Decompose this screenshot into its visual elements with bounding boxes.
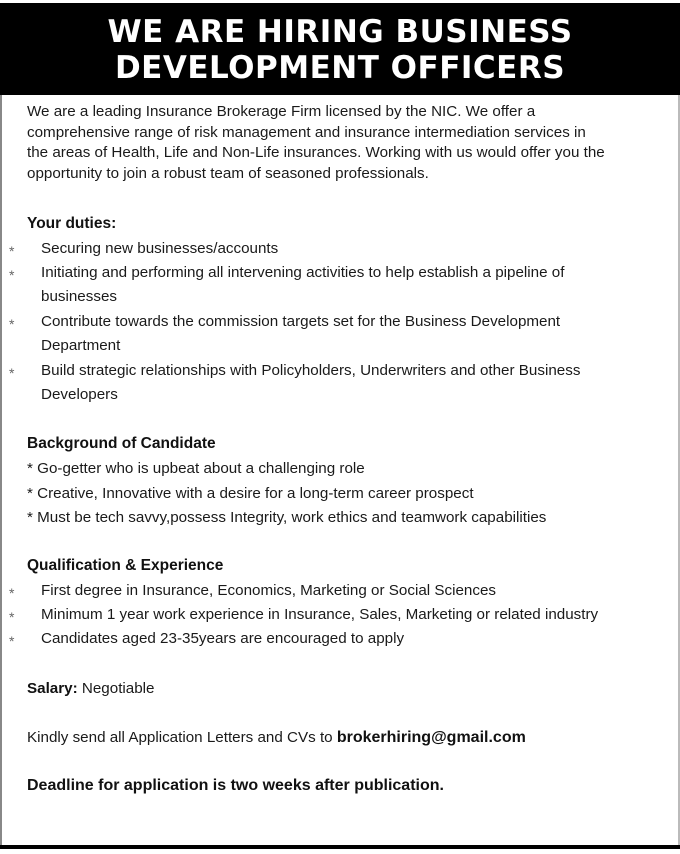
- duty-item: Build strategic relationships with Policyholders, Underwriters and other Business: [41, 362, 581, 379]
- background-item: * Creative, Innovative with a desire for a long-term career prospect: [27, 484, 474, 502]
- bullet-star-icon: *: [9, 633, 15, 649]
- background-heading: Background of Candidate: [27, 435, 216, 452]
- deadline-notice: Deadline for application is two weeks after publication.: [27, 777, 444, 794]
- intro-paragraph: [27, 102, 605, 184]
- intro-line: the areas of Health, Life and Non-Life insurances. Working with us would offer you the: [27, 144, 605, 161]
- duty-item: Contribute towards the commission targets set for the Business Development: [41, 313, 561, 330]
- qualification-item: Candidates aged 23-35years are encouraged to apply: [41, 630, 405, 647]
- banner-title-line-1: WE ARE HIRING BUSINESS: [107, 14, 573, 50]
- bullet-star-icon: *: [9, 365, 15, 381]
- duty-item-continued: businesses: [41, 288, 117, 305]
- intro-line: comprehensive range of risk management and insurance intermediation services in: [27, 123, 586, 141]
- frame-border-left: [0, 95, 2, 847]
- qualification-item: Minimum 1 year work experience in Insurance, Sales, Marketing or related industry: [41, 606, 599, 623]
- bullet-star-icon: *: [9, 609, 15, 625]
- bullet-star-icon: *: [9, 243, 15, 259]
- salary-line: [27, 679, 155, 700]
- qualification-heading: Qualification & Experience: [27, 557, 224, 574]
- duty-item-continued: Developers: [41, 386, 118, 403]
- intro-line: We are a leading Insurance Brokerage Firm licensed by the NIC. We offer a: [27, 103, 536, 120]
- bullet-star-icon: *: [9, 585, 15, 601]
- apply-text: Kindly send all Application Letters and CVs to: [27, 729, 337, 746]
- bullet-star-icon: *: [9, 267, 15, 283]
- bullet-star-icon: *: [9, 316, 15, 332]
- qualification-item: First degree in Insurance, Economics, Marketing or Social Sciences: [41, 582, 496, 599]
- duty-item: Securing new businesses/accounts: [41, 240, 279, 257]
- background-item: * Must be tech savvy,possess Integrity, work ethics and teamwork capabilities: [27, 509, 547, 526]
- apply-instructions: [27, 728, 526, 749]
- duty-item-continued: Department: [41, 337, 121, 354]
- intro-line: opportunity to join a robust team of seasoned professionals.: [27, 164, 429, 182]
- duties-heading: Your duties:: [27, 215, 117, 232]
- email-link[interactable]: brokerhiring@gmail.com: [336, 729, 526, 746]
- bottom-rule: [0, 845, 680, 849]
- salary-value: Negotiable: [77, 680, 155, 697]
- qualification-list: [0, 579, 680, 659]
- background-item: * Go-getter who is upbeat about a challenging role: [27, 460, 365, 477]
- hiring-banner: [0, 3, 680, 95]
- background-list: [27, 457, 546, 531]
- duty-item: Initiating and performing all intervening activities to help establish a pipeline of: [41, 264, 565, 281]
- duties-list: [0, 237, 680, 407]
- banner-title-line-2: DEVELOPMENT OFFICERS: [114, 50, 566, 86]
- salary-label: Salary:: [27, 680, 78, 697]
